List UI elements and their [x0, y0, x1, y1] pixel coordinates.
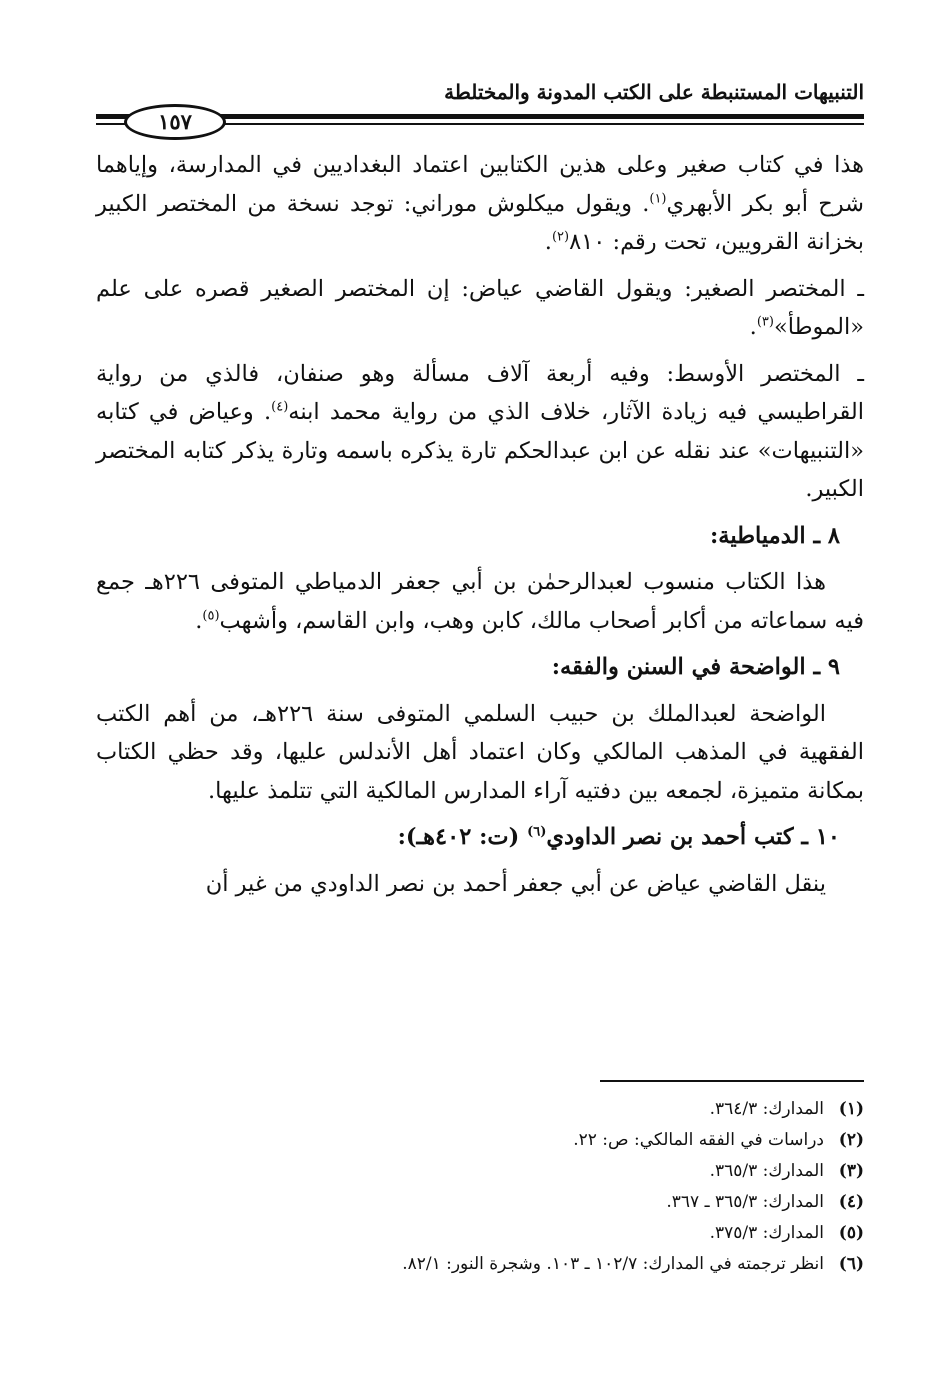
- footnote-number: (٤): [838, 1192, 864, 1212]
- footnote-text: انظر ترجمته في المدارك: ١٠٢/٧ ـ ١٠٣. وشجرة النور: ٨٢/١.: [402, 1254, 824, 1274]
- footnote-ref: (٤): [271, 399, 289, 415]
- footnote-number: (٢): [838, 1130, 864, 1150]
- footnote-ref: (٢): [551, 229, 570, 245]
- text-run: .: [195, 607, 203, 634]
- footnote-item: [96, 1187, 864, 1218]
- main-text: [96, 146, 864, 903]
- paragraph-dimyatiyya: [96, 563, 864, 640]
- footnote-number: (٥): [838, 1223, 864, 1243]
- footnote-item: [96, 1156, 864, 1187]
- text-run: . ويقول ميكلوش موراني: توجد نسخة من المختصر الكبير بخزانة القرويين، تحت رقم: ٨١٠: [96, 190, 864, 255]
- text-run: هذا في كتاب صغير وعلى هذين الكتابين اعتماد البغداديين في المدارسة، وإياهما شرح أبو بكر الأبهري: [96, 152, 864, 217]
- text-run: هذا الكتاب منسوب لعبدالرحمٰن بن أبي جعفر الدمياطي المتوفى ٢٢٦هـ جمع فيه سماعاته من أكابر أصحاب مالك، كابن وهب، وابن القاسم، وأشهب: [96, 569, 864, 634]
- footnote-separator: [600, 1080, 864, 1082]
- paragraph-mukhtasar-saghir: [96, 270, 864, 347]
- footnote-text: المدارك: ٣٦٥/٣.: [709, 1161, 824, 1181]
- footnote-text: المدارك: ٣٦٥/٣ ـ ٣٦٧.: [666, 1192, 824, 1212]
- footnote-number: (١): [838, 1099, 864, 1119]
- footnote-ref: (٦): [527, 824, 547, 840]
- footnote-ref: (٥): [202, 608, 220, 623]
- page-number-badge: ١٥٧: [124, 104, 226, 140]
- page-header: [96, 70, 864, 132]
- text-run: ـ المختصر الأوسط: وفيه أربعة آلاف مسألة وهو صنفان، فالذي من رواية القراطيسي فيه زيادة الآثار، خلاف الذي من رواية محمد ابنه: [96, 360, 864, 425]
- text-run: .: [749, 314, 757, 340]
- section-heading-8: ٨ ـ الدمياطية:: [709, 522, 840, 549]
- footnote-item: [96, 1218, 864, 1249]
- footnote-text: المدارك: ٣٧٥/٣.: [709, 1223, 824, 1243]
- text-run: . وعياض في كتابه «التنبيهات» عند نقله عن ابن عبدالحكم تارة يذكره باسمه وتارة يذكر كتابه المختصر الكبير.: [96, 399, 864, 502]
- footnotes: [96, 1094, 864, 1280]
- book-page: [96, 70, 864, 1330]
- footnote-ref: (٣): [756, 314, 774, 330]
- footnote-number: (٦): [838, 1254, 864, 1274]
- section-heading-10: [96, 818, 864, 857]
- footnote-ref: (١): [649, 191, 667, 206]
- paragraph-wadiha: الواضحة لعبدالملك بن حبيب السلمي المتوفى سنة ٢٢٦هـ، من أهم الكتب الفقهية في المذهب المالكي وكان اعتماد أهل الأندلس عليها، وقد حظي الكتاب بمكانة متميزة، لجمعه بين دفتيه آراء المدارس المالكية التي تتلمذ عليها.: [96, 700, 864, 804]
- heading-text: ١٠ ـ كتب أحمد بن نصر الداودي: [546, 824, 840, 850]
- footnote-item: [96, 1125, 864, 1156]
- text-run: ـ المختصر الصغير: ويقول القاضي عياض: إن المختصر الصغير قصره على علم «الموطأ»: [96, 275, 864, 340]
- section-heading-9: ٩ ـ الواضحة في السنن والفقه:: [551, 654, 840, 680]
- paragraph-mukhtasar-awsat: [96, 355, 864, 509]
- running-title: التنبيهات المستنبطة على الكتب المدونة والمختلطة: [444, 80, 864, 104]
- footnote-number: (٣): [838, 1161, 864, 1181]
- heading-text: (ت: ٤٠٢هـ):: [397, 824, 528, 850]
- footnote-item: [96, 1094, 864, 1125]
- footnote-text: دراسات في الفقه المالكي: ص: ٢٢.: [573, 1130, 824, 1150]
- footnote-text: المدارك: ٣٦٤/٣.: [709, 1099, 824, 1119]
- paragraph-intro: [96, 146, 864, 262]
- text-run: .: [544, 229, 552, 255]
- footnote-item: [96, 1249, 864, 1280]
- paragraph-dawudi: ينقل القاضي عياض عن أبي جعفر أحمد بن نصر الداودي من غير أن: [205, 870, 826, 897]
